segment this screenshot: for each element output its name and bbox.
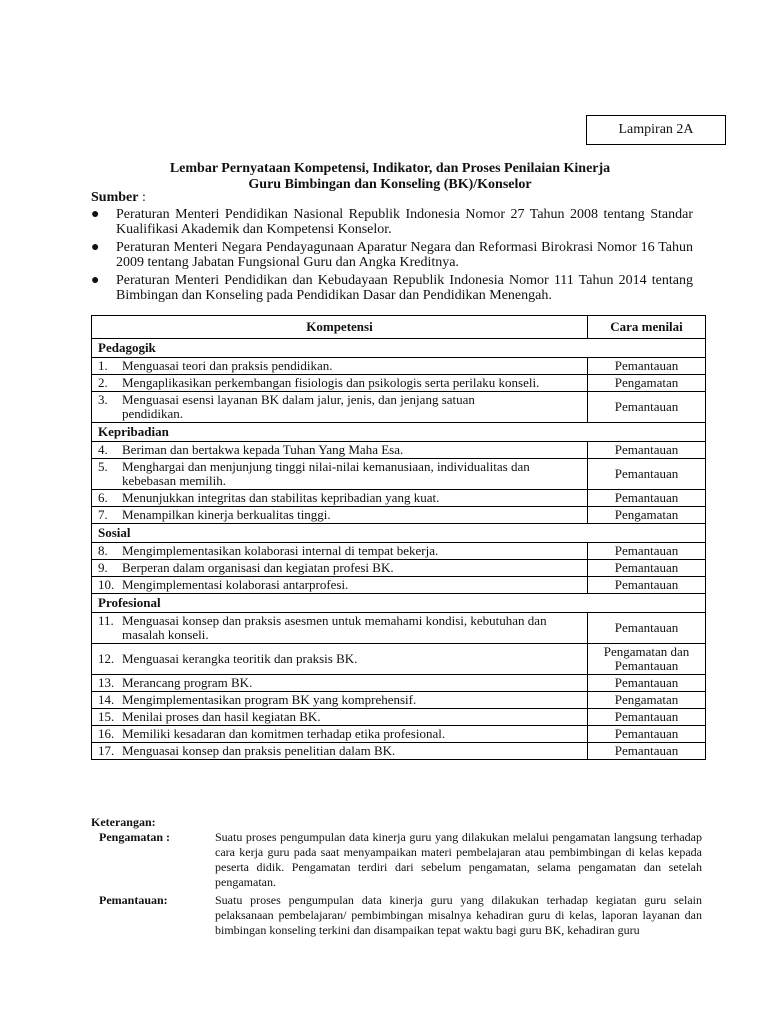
- note-label-pemantauan: Pemantauan:: [99, 893, 168, 907]
- appendix-label-box: [586, 115, 726, 145]
- category-name: Kepribadian: [92, 423, 706, 442]
- table-row: [92, 577, 706, 594]
- title-line-1: Lembar Pernyataan Kompetensi, Indikator, dan Proses Penilaian Kinerja: [169, 161, 611, 176]
- table-row: [92, 442, 706, 459]
- category-row: [92, 339, 706, 358]
- table-row: [92, 743, 706, 760]
- row-method: Pemantauan: [588, 726, 706, 743]
- row-number: 9.: [92, 560, 117, 577]
- row-competency: Menguasai konsep dan praksis asesmen untuk memahami kondisi, kebutuhan dan masalah konseli.: [116, 613, 588, 644]
- row-number: 14.: [92, 692, 117, 709]
- source-text: Peraturan Menteri Pendidikan Nasional Republik Indonesia Nomor 27 Tahun 2008 tentang Standar Kualifikasi Akademik dan Kompetensi Konselor.: [116, 207, 693, 237]
- row-competency: Menguasai kerangka teoritik dan praksis BK.: [116, 644, 588, 675]
- row-method: Pemantauan: [588, 490, 706, 507]
- row-number: 15.: [92, 709, 117, 726]
- row-number: 13.: [92, 675, 117, 692]
- row-competency: Memiliki kesadaran dan komitmen terhadap etika profesional.: [116, 726, 588, 743]
- sources-list: [91, 207, 693, 306]
- row-method: Pemantauan: [588, 577, 706, 594]
- row-competency: Menguasai esensi layanan BK dalam jalur, jenis, dan jenjang satuan pendidikan.: [116, 392, 588, 423]
- table-row: [92, 392, 706, 423]
- title-line-2: Guru Bimbingan dan Konseling (BK)/Konselor: [248, 177, 532, 192]
- row-number: 3.: [92, 392, 117, 423]
- row-competency: Menampilkan kinerja berkualitas tinggi.: [116, 507, 588, 524]
- row-number: 4.: [92, 442, 117, 459]
- table-header-row: [92, 316, 706, 339]
- row-method: Pengamatan: [588, 375, 706, 392]
- table-row: [92, 358, 706, 375]
- row-method: Pemantauan: [588, 675, 706, 692]
- row-method: Pengamatan: [588, 692, 706, 709]
- sources-heading: [91, 190, 146, 206]
- header-competency: Kompetensi: [92, 316, 588, 339]
- row-number: 10.: [92, 577, 117, 594]
- table-row: [92, 692, 706, 709]
- row-method: Pemantauan: [588, 743, 706, 760]
- row-number: 1.: [92, 358, 117, 375]
- bullet-icon: ●: [91, 207, 100, 222]
- table-row: [92, 543, 706, 560]
- source-text: Peraturan Menteri Negara Pendayagunaan Aparatur Negara dan Reformasi Birokrasi Nomor 16 Tahun 2009 tentang Jabatan Fungsional Guru dan Angka Kreditnya.: [116, 240, 693, 270]
- row-method: Pemantauan: [588, 613, 706, 644]
- note-label-pengamatan: Pengamatan :: [99, 830, 170, 844]
- category-name: Pedagogik: [92, 339, 706, 358]
- table-row: [92, 490, 706, 507]
- category-name: Profesional: [92, 594, 706, 613]
- category-row: [92, 594, 706, 613]
- row-method: Pemantauan: [588, 459, 706, 490]
- notes-heading: Keterangan:: [91, 815, 156, 829]
- row-method: Pemantauan: [588, 543, 706, 560]
- row-method: Pengamatan: [588, 507, 706, 524]
- source-item: [91, 207, 693, 237]
- bullet-icon: ●: [91, 240, 100, 255]
- table-row: [92, 613, 706, 644]
- row-competency: Beriman dan bertakwa kepada Tuhan Yang Maha Esa.: [116, 442, 588, 459]
- table-row: [92, 459, 706, 490]
- row-number: 6.: [92, 490, 117, 507]
- sources-label: Sumber: [91, 190, 139, 205]
- source-item: [91, 273, 693, 303]
- row-method: Pengamatan dan Pemantauan: [588, 644, 706, 675]
- sources-colon: :: [138, 190, 146, 205]
- appendix-label: Lampiran 2A: [618, 122, 694, 137]
- row-competency: Menguasai konsep dan praksis penelitian dalam BK.: [116, 743, 588, 760]
- note-text-pemantauan: Suatu proses pengumpulan data kinerja guru yang dilakukan terhadap kegiatan guru selain pelaksanaan pembelajaran/ pembimbingan misalnya kehadiran guru di kelas, laporan layanan dan bimbingan konseling terkini dan disampaikan tepat waktu bagi guru BK, kehadiran guru: [215, 893, 702, 937]
- row-competency: Mengimplementasi kolaborasi antarprofesi.: [116, 577, 588, 594]
- row-number: 5.: [92, 459, 117, 490]
- row-number: 8.: [92, 543, 117, 560]
- row-number: 16.: [92, 726, 117, 743]
- bullet-icon: ●: [91, 273, 100, 288]
- table-row: [92, 726, 706, 743]
- table-row: [92, 375, 706, 392]
- competency-table: [91, 315, 706, 760]
- table-row: [92, 644, 706, 675]
- row-number: 2.: [92, 375, 117, 392]
- source-item: [91, 240, 693, 270]
- row-competency: Menguasai teori dan praksis pendidikan.: [116, 358, 588, 375]
- table-row: [92, 675, 706, 692]
- row-competency: Menunjukkan integritas dan stabilitas kepribadian yang kuat.: [116, 490, 588, 507]
- row-method: Pemantauan: [588, 560, 706, 577]
- row-number: 17.: [92, 743, 117, 760]
- row-competency: Mengimplementasikan kolaborasi internal di tempat bekerja.: [116, 543, 588, 560]
- row-competency: Mengimplementasikan program BK yang komprehensif.: [116, 692, 588, 709]
- row-number: 7.: [92, 507, 117, 524]
- note-text-pengamatan: Suatu proses pengumpulan data kinerja guru yang dilakukan melalui pengamatan langsung terhadap cara kerja guru pada saat menyampaikan materi pembelajaran atau pembimbingan di kelas kepada peserta didik. Pengamatan terdiri dari sebelum pengamatan, selama pengamatan dan setelah pengamatan.: [215, 830, 702, 889]
- row-method: Pemantauan: [588, 442, 706, 459]
- document-title: [90, 161, 690, 193]
- row-method: Pemantauan: [588, 709, 706, 726]
- category-row: [92, 423, 706, 442]
- table-row: [92, 709, 706, 726]
- category-row: [92, 524, 706, 543]
- category-name: Sosial: [92, 524, 706, 543]
- row-method: Pemantauan: [588, 358, 706, 375]
- header-method: Cara menilai: [588, 316, 706, 339]
- row-number: 12.: [92, 644, 117, 675]
- table-row: [92, 560, 706, 577]
- row-competency: Berperan dalam organisasi dan kegiatan profesi BK.: [116, 560, 588, 577]
- row-method: Pemantauan: [588, 392, 706, 423]
- row-competency: Mengaplikasikan perkembangan fisiologis dan psikologis serta perilaku konseli.: [116, 375, 588, 392]
- table-row: [92, 507, 706, 524]
- row-competency: Menilai proses dan hasil kegiatan BK.: [116, 709, 588, 726]
- row-number: 11.: [92, 613, 117, 644]
- source-text: Peraturan Menteri Pendidikan dan Kebudayaan Republik Indonesia Nomor 111 Tahun 2014 tentang Bimbingan dan Konseling pada Pendidikan Dasar dan Pendidikan Menengah.: [116, 273, 693, 303]
- row-competency: Menghargai dan menjunjung tinggi nilai-nilai kemanusiaan, individualitas dan kebebasan memilih.: [116, 459, 588, 490]
- row-competency: Merancang program BK.: [116, 675, 588, 692]
